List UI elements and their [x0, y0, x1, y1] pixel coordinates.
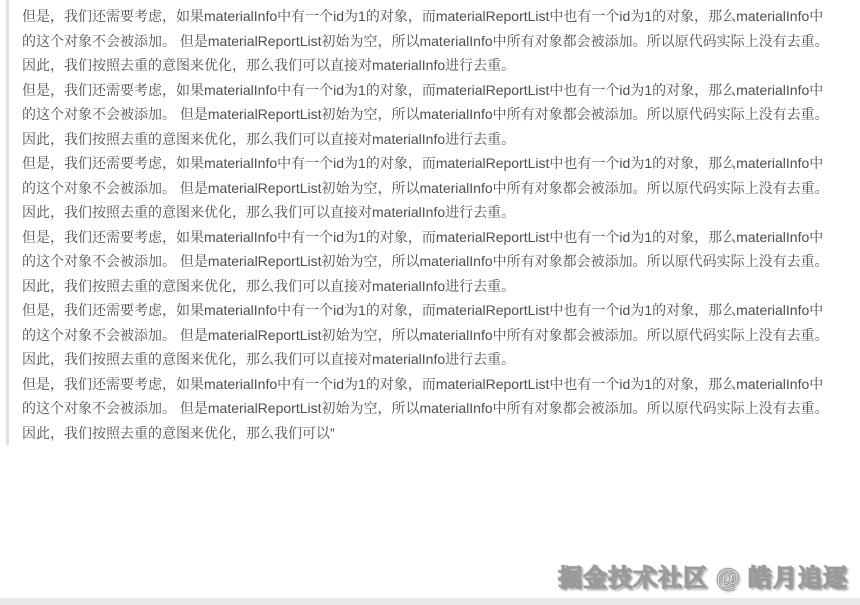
- paragraph: 因此，我们按照去重的意图来优化，那么我们可以直接对materialInfo进行去重。: [22, 57, 516, 73]
- paragraph: 因此，我们按照去重的意图来优化，那么我们可以”: [22, 424, 335, 441]
- paragraph: 因此，我们按照去重的意图来优化，那么我们可以直接对materialInfo进行去重。: [22, 277, 516, 294]
- paragraph: 但是，我们还需要考虑，如果materialInfo中有一个id为1的对象，而materialReportList中也有一个id为1的对象，那么materialInfo中的这个对象不会被添加。 但是materialReportList初始为空，所以materialInfo中所有对象都会被添加。所以原代码实际上没有去重。: [22, 81, 829, 122]
- paragraph: 但是，我们还需要考虑，如果materialInfo中有一个id为1的对象，而materialReportList中也有一个id为1的对象，那么materialInfo中的这个对象不会被添加。 但是materialReportList初始为空，所以materialInfo中所有对象都会被添加。所以原代码实际上没有去重。: [22, 8, 829, 49]
- paragraph: 因此，我们按照去重的意图来优化，那么我们可以直接对materialInfo进行去重。: [22, 130, 516, 147]
- quoted-ai-response-block: [6, 0, 830, 445]
- watermark: 掘金技术社区 @ 皓月追逐: [558, 565, 848, 592]
- bottom-divider: [0, 598, 860, 605]
- paragraph: 因此，我们按照去重的意图来优化，那么我们可以直接对materialInfo进行去重。: [22, 204, 516, 220]
- paragraph: 但是，我们还需要考虑，如果materialInfo中有一个id为1的对象，而materialReportList中也有一个id为1的对象，那么materialInfo中的这个对象不会被添加。 但是materialReportList初始为空，所以materialInfo中所有对象都会被添加。所以原代码实际上没有去重。: [22, 155, 829, 196]
- paragraph: 但是，我们还需要考虑，如果materialInfo中有一个id为1的对象，而materialReportList中也有一个id为1的对象，那么materialInfo中的这个对象不会被添加。 但是materialReportList初始为空，所以materialInfo中所有对象都会被添加。所以原代码实际上没有去重。: [22, 302, 829, 343]
- paragraph: 但是，我们还需要考虑，如果materialInfo中有一个id为1的对象，而materialReportList中也有一个id为1的对象，那么materialInfo中的这个对象不会被添加。 但是materialReportList初始为空，所以materialInfo中所有对象都会被添加。所以原代码实际上没有去重。: [22, 375, 829, 416]
- paragraph: 但是，我们还需要考虑，如果materialInfo中有一个id为1的对象，而materialReportList中也有一个id为1的对象，那么materialInfo中的这个对象不会被添加。 但是materialReportList初始为空，所以materialInfo中所有对象都会被添加。所以原代码实际上没有去重。: [22, 228, 829, 269]
- paragraph: 因此，我们按照去重的意图来优化，那么我们可以直接对materialInfo进行去重。: [22, 351, 516, 367]
